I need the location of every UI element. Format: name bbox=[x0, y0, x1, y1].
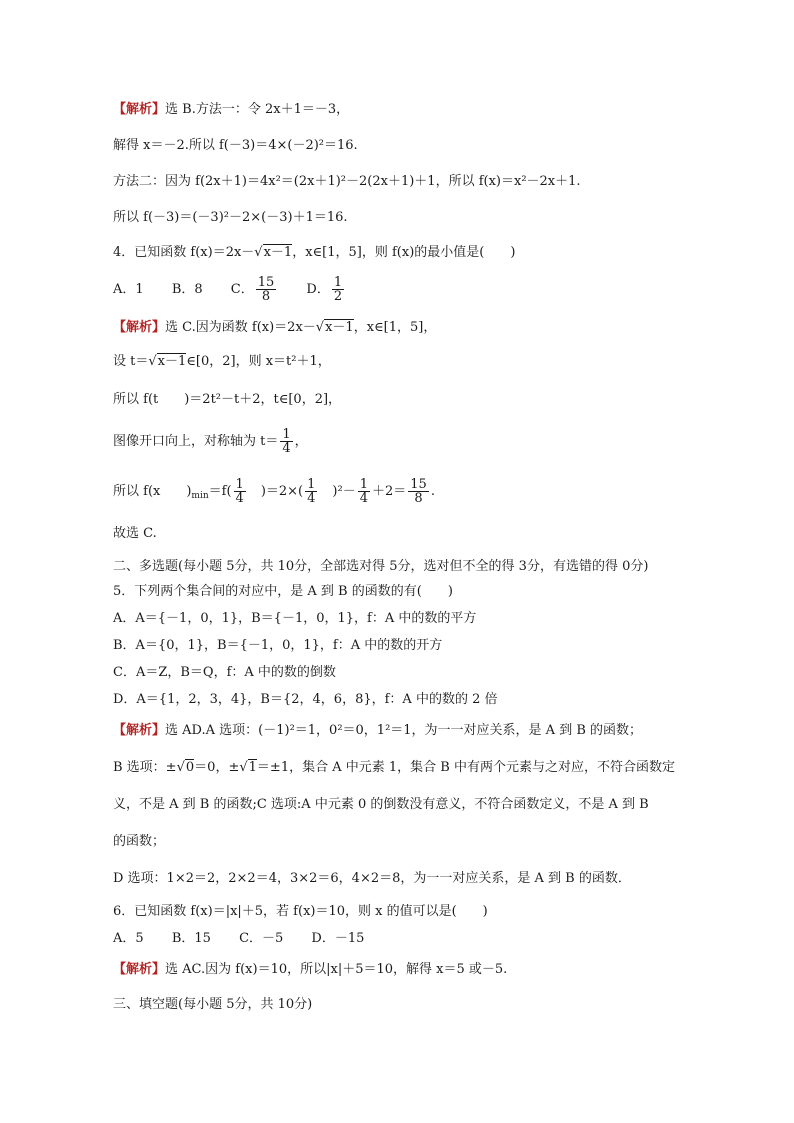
analysis-tag: 【解析】 bbox=[113, 723, 166, 738]
option-c: C．A＝Z，B＝Q，f：A 中的数的倒数 bbox=[113, 665, 336, 680]
question-5: 5．下列两个集合间的对应中，是 A 到 B 的函数的有( ) bbox=[113, 584, 453, 599]
analysis-tag: 【解析】 bbox=[113, 102, 166, 117]
option-a: A．1 bbox=[113, 282, 144, 297]
question-4: 4．已知函数 f(x)＝2x－√x－1，x∈[1，5]，则 f(x)的最小值是( ) bbox=[113, 245, 516, 260]
section-heading: 二、多选题(每小题 5分，共 10分，全部选对得 5分，选对但不全的得 3分，有选错的得 0分) bbox=[113, 559, 649, 574]
section-heading: 三、填空题(每小题 5分，共 10分) bbox=[113, 997, 313, 1012]
option-d: D．A＝{1，2，3，4}，B＝{2，4，6，8}，f：A 中的数的 2 倍 bbox=[113, 692, 498, 707]
option-b: B．15 bbox=[171, 931, 211, 946]
option-d: D．－15 bbox=[311, 931, 365, 946]
solution-line: 所以 f(－3)＝(－3)²－2×(－3)＋1＝16. bbox=[113, 210, 348, 225]
solution-line: 设 t＝√x－1∈[0，2]，则 x＝t²＋1， bbox=[113, 354, 331, 369]
solution-line: 义，不是 A 到 B 的函数;C 选项:A 中元素 0 的倒数没有意义，不符合函数定义，不是 A 到 B bbox=[113, 797, 649, 812]
solution-line: 【解析】选 AD.A 选项：(－1)²＝1，0²＝0，1²＝1，为一一对应关系，是 A 到 B 的函数； bbox=[113, 723, 643, 738]
solution-line: 图像开口向上，对称轴为 t＝ $\frac{1}{4}$ ， bbox=[113, 427, 308, 456]
analysis-tag: 【解析】 bbox=[113, 320, 166, 335]
option-a: A．5 bbox=[113, 931, 144, 946]
option-c: C．－5 bbox=[239, 931, 284, 946]
solution-line: 所以 f(t )＝2t²－t＋2，t∈[0，2]， bbox=[113, 392, 342, 407]
solution-line: 所以 f(x )$_{min}=f$( $\frac{1}{4}$ )＝2×( $\frac{1}{4}$ )²－ $\frac{1}{4}$ ＋2＝ $\frac{15}{8}$ . bbox=[113, 477, 435, 506]
option-b: B．8 bbox=[171, 282, 203, 297]
solution-line: 【解析】选 C.因为函数 f(x)＝2x－√x－1，x∈[1，5]， bbox=[113, 320, 437, 335]
question-6-options bbox=[113, 929, 388, 949]
option-b: B．A＝{0，1}，B＝{－1，0，1}，f：A 中的数的开方 bbox=[113, 638, 443, 653]
solution-line: B 选项：±√0＝0，±√1＝±1，集合 A 中元素 1，集合 B 中有两个元素与之对应，不符合函数定 bbox=[113, 760, 675, 775]
option-d: D． $\frac{1}{2}$ bbox=[306, 275, 343, 304]
solution-line: 故选 C. bbox=[113, 526, 157, 541]
solution-line: 【解析】选 AC.因为 f(x)＝10，所以|x|＋5＝10，解得 x＝5 或－5. bbox=[113, 962, 508, 977]
solution-line: 解得 x＝－2.所以 f(－3)＝4×(－2)²＝16. bbox=[113, 138, 358, 153]
solution-line: 【解析】选 B.方法一：令 2x＋1＝－3， bbox=[113, 102, 350, 117]
analysis-tag: 【解析】 bbox=[113, 962, 166, 977]
question-6: 6．已知函数 f(x)＝|x|＋5，若 f(x)＝10，则 x 的值可以是( ) bbox=[113, 904, 488, 919]
option-c: C． $\frac{15}{8}$ bbox=[230, 275, 275, 304]
option-a: A．A＝{－1，0，1}，B＝{－1，0，1}，f：A 中的数的平方 bbox=[113, 611, 477, 626]
solution-line: 的函数； bbox=[113, 834, 166, 849]
solution-line: 方法二：因为 f(2x＋1)＝4x²＝(2x＋1)²－2(2x＋1)＋1，所以 f(x)＝x²－2x＋1. bbox=[113, 174, 581, 189]
solution-line: D 选项：1×2＝2，2×2＝4，3×2＝6，4×2＝8，为一一对应关系，是 A 到 B 的函数． bbox=[113, 871, 631, 886]
question-4-options bbox=[113, 276, 370, 303]
